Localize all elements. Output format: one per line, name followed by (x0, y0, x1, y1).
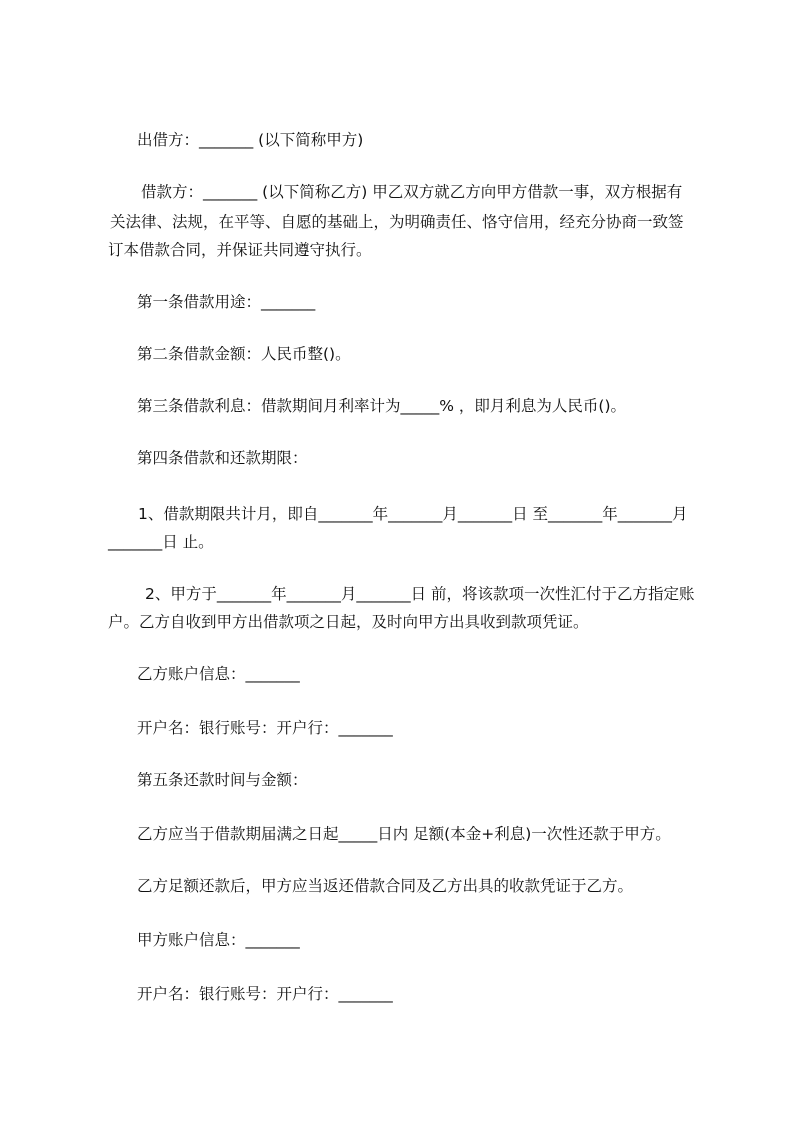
clause-1-line-1: 1、借款期限共计月，即自_______年_______月_______日 至_______年_______月 (138, 505, 688, 523)
article-1: 第一条借款用途：_______ (137, 293, 316, 311)
clause-1-line-2: _______日 止。 (108, 533, 214, 551)
article-4-title: 第四条借款和还款期限： (137, 449, 308, 467)
borrower-line-3: 订本借款合同，并保证共同遵守执行。 (108, 241, 372, 259)
article-3: 第三条借款利息：借款期间月利率计为_____% ，即月利息为人民币()。 (137, 397, 627, 415)
clause-2-line-2: 户。乙方自收到甲方出借款项之日起，及时向甲方出具收到款项凭证。 (108, 613, 589, 631)
repay-line: 乙方应当于借款期届满之日起_____日内 足额(本金+利息)一次性还款于甲方。 (137, 825, 671, 843)
lender-line: 出借方：_______ (以下简称甲方) (137, 131, 364, 149)
article-2: 第二条借款金额：人民币整()。 (137, 345, 351, 363)
b-account-detail: 开户名：银行账号：开户行：_______ (137, 719, 393, 737)
borrower-line-1: 借款方：_______ (以下简称乙方) 甲乙双方就乙方向甲方借款一事，双方根据有 (141, 183, 683, 201)
clause-2-line-1: 2、甲方于_______年_______月_______日 前，将该款项一次性汇付于乙方指定账 (145, 585, 695, 603)
a-account-detail: 开户名：银行账号：开户行：_______ (137, 985, 393, 1003)
return-line: 乙方足额还款后，甲方应当返还借款合同及乙方出具的收款凭证于乙方。 (137, 877, 634, 895)
b-account-info: 乙方账户信息：_______ (137, 665, 300, 683)
a-account-info: 甲方账户信息：_______ (137, 931, 300, 949)
article-5-title: 第五条还款时间与金额： (137, 771, 308, 789)
borrower-line-2: 关法律、法规，在平等、自愿的基础上，为明确责任、恪守信用，经充分协商一致签 (110, 213, 684, 231)
